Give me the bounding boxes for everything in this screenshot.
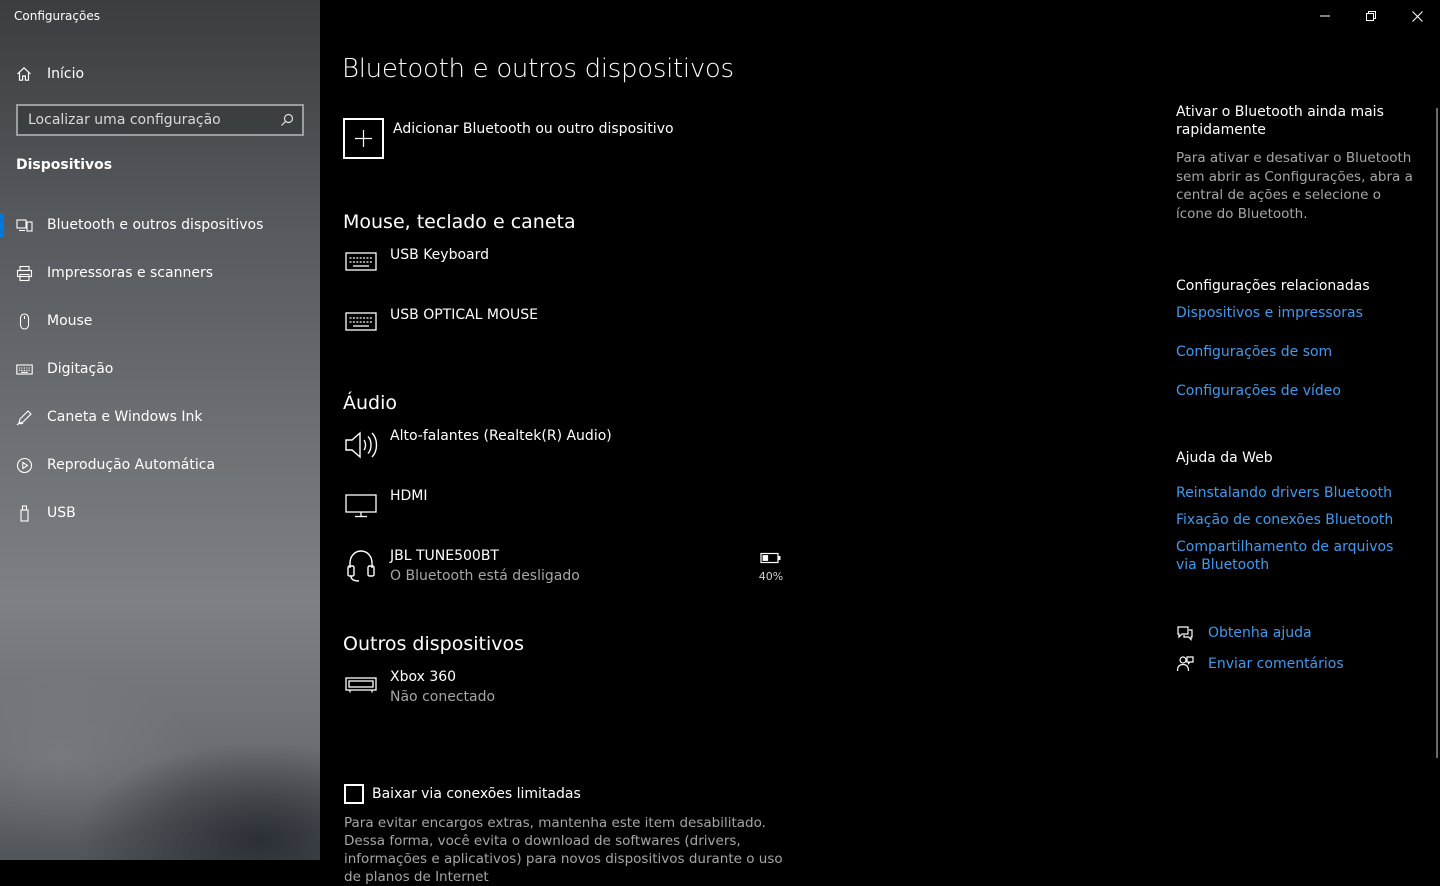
device-status: O Bluetooth está desligado — [390, 568, 580, 584]
search-box[interactable] — [16, 104, 304, 136]
device-item[interactable] — [343, 247, 489, 287]
restore-icon — [1366, 11, 1376, 21]
device-text — [390, 307, 538, 347]
get-help-link[interactable] — [1176, 624, 1312, 642]
sidebar-item-label: Mouse — [47, 313, 93, 329]
game-device-icon — [343, 669, 379, 709]
link-devices-printers[interactable]: Dispositivos e impressoras — [1176, 305, 1363, 321]
close-button[interactable] — [1394, 0, 1440, 32]
metered-note: Para evitar encargos extras, mantenha este item desabilitado. Dessa forma, você evita o download de softwares (drivers, informações e aplicativos) para novos dispositivos durante o uso de planos de Internet — [344, 815, 783, 885]
sidebar-item-label: Bluetooth e outros dispositivos — [47, 217, 264, 233]
sidebar-item-label: Caneta e Windows Ink — [47, 409, 203, 425]
headset-icon — [343, 548, 379, 588]
device-name: USB OPTICAL MOUSE — [390, 307, 539, 323]
battery-icon — [760, 552, 782, 564]
device-text — [390, 488, 428, 528]
device-item[interactable] — [343, 307, 538, 347]
add-box — [343, 118, 384, 159]
minimize-icon — [1320, 11, 1330, 21]
sidebar-item-usb[interactable] — [0, 489, 320, 537]
related-settings — [1176, 277, 1416, 400]
scrollbar[interactable] — [1436, 108, 1438, 758]
speaker-icon — [343, 428, 379, 468]
metered-label: Baixar via conexões limitadas — [372, 786, 581, 802]
feedback-icon — [1176, 655, 1194, 673]
tip-section — [1176, 103, 1416, 223]
sidebar-item-typing[interactable] — [0, 345, 320, 393]
home-label: Início — [47, 66, 85, 82]
page-title: Bluetooth e outros dispositivos — [342, 54, 734, 84]
sidebar-nav — [0, 201, 320, 537]
sidebar-item-label: USB — [47, 505, 76, 521]
plus-icon — [355, 130, 372, 147]
sidebar-item-bluetooth[interactable] — [0, 201, 320, 249]
pen-icon — [16, 409, 33, 426]
section-label: Dispositivos — [16, 157, 113, 173]
device-name: HDMI — [390, 488, 428, 504]
tip-text: Para ativar e desativar o Bluetooth sem abrir as Configurações, abra a central de ações e selecione o ícone do Bluetooth. — [1176, 150, 1413, 222]
search-icon[interactable] — [280, 113, 294, 127]
device-name: Alto-falantes (Realtek(R) Audio) — [390, 428, 612, 444]
get-help-label: Obtenha ajuda — [1208, 625, 1312, 641]
device-text — [390, 548, 580, 588]
device-item[interactable] — [343, 669, 495, 709]
battery-percent: 40% — [758, 570, 784, 583]
feedback-link[interactable] — [1176, 655, 1344, 673]
keyboard-icon — [343, 307, 379, 347]
device-name: USB Keyboard — [390, 247, 489, 263]
keyboard-icon — [16, 361, 33, 378]
add-device-label: Adicionar Bluetooth ou outro dispositivo — [393, 121, 674, 137]
home-icon — [16, 66, 32, 82]
autoplay-icon — [16, 457, 33, 474]
metered-checkbox[interactable] — [344, 784, 364, 804]
monitor-icon — [343, 488, 379, 528]
help-chat-icon — [1176, 624, 1194, 642]
keyboard-icon — [343, 247, 379, 287]
device-text — [390, 247, 489, 287]
sidebar — [0, 0, 320, 860]
sidebar-item-label: Reprodução Automática — [47, 457, 216, 473]
device-status: Não conectado — [390, 689, 496, 705]
device-name: JBL TUNE500BT — [390, 548, 499, 564]
link-reinstall-drivers[interactable]: Reinstalando drivers Bluetooth — [1176, 485, 1392, 501]
sidebar-item-label: Impressoras e scanners — [47, 265, 213, 281]
link-display-settings[interactable]: Configurações de vídeo — [1176, 383, 1341, 399]
usb-icon — [16, 505, 33, 522]
sidebar-item-pen[interactable] — [0, 393, 320, 441]
web-help-title: Ajuda da Web — [1176, 450, 1273, 466]
group-title-other: Outros dispositivos — [343, 633, 525, 655]
feedback-label: Enviar comentários — [1208, 656, 1344, 672]
device-name: Xbox 360 — [390, 669, 457, 685]
sidebar-item-autoplay[interactable] — [0, 441, 320, 489]
add-device-button[interactable] — [343, 118, 674, 159]
sidebar-item-mouse[interactable] — [0, 297, 320, 345]
device-text — [390, 669, 495, 709]
link-file-sharing[interactable]: Compartilhamento de arquivos via Bluetooth — [1176, 539, 1394, 573]
device-item[interactable] — [343, 428, 612, 468]
mouse-icon — [16, 313, 33, 330]
metered-option[interactable] — [344, 784, 581, 804]
bluetooth-devices-icon — [16, 217, 33, 234]
group-title-input: Mouse, teclado e caneta — [343, 211, 576, 233]
close-icon — [1412, 11, 1423, 22]
device-text — [390, 428, 612, 468]
device-item[interactable] — [343, 488, 428, 528]
group-title-audio: Áudio — [343, 392, 398, 414]
restore-button[interactable] — [1348, 0, 1394, 32]
printer-icon — [16, 265, 33, 282]
link-sound-settings[interactable]: Configurações de som — [1176, 344, 1333, 360]
search-input[interactable] — [28, 112, 268, 128]
window-controls — [1302, 0, 1440, 32]
sidebar-item-label: Digitação — [47, 361, 114, 377]
app-title: Configurações — [14, 9, 100, 23]
link-fix-connections[interactable]: Fixação de conexões Bluetooth — [1176, 512, 1394, 528]
battery-indicator — [758, 549, 784, 583]
related-title: Configurações relacionadas — [1176, 278, 1370, 294]
web-help — [1176, 449, 1416, 574]
tip-title: Ativar o Bluetooth ainda mais rapidamente — [1176, 104, 1384, 138]
home-link[interactable] — [16, 62, 84, 86]
device-item[interactable] — [343, 548, 580, 588]
sidebar-item-printers[interactable] — [0, 249, 320, 297]
minimize-button[interactable] — [1302, 0, 1348, 32]
